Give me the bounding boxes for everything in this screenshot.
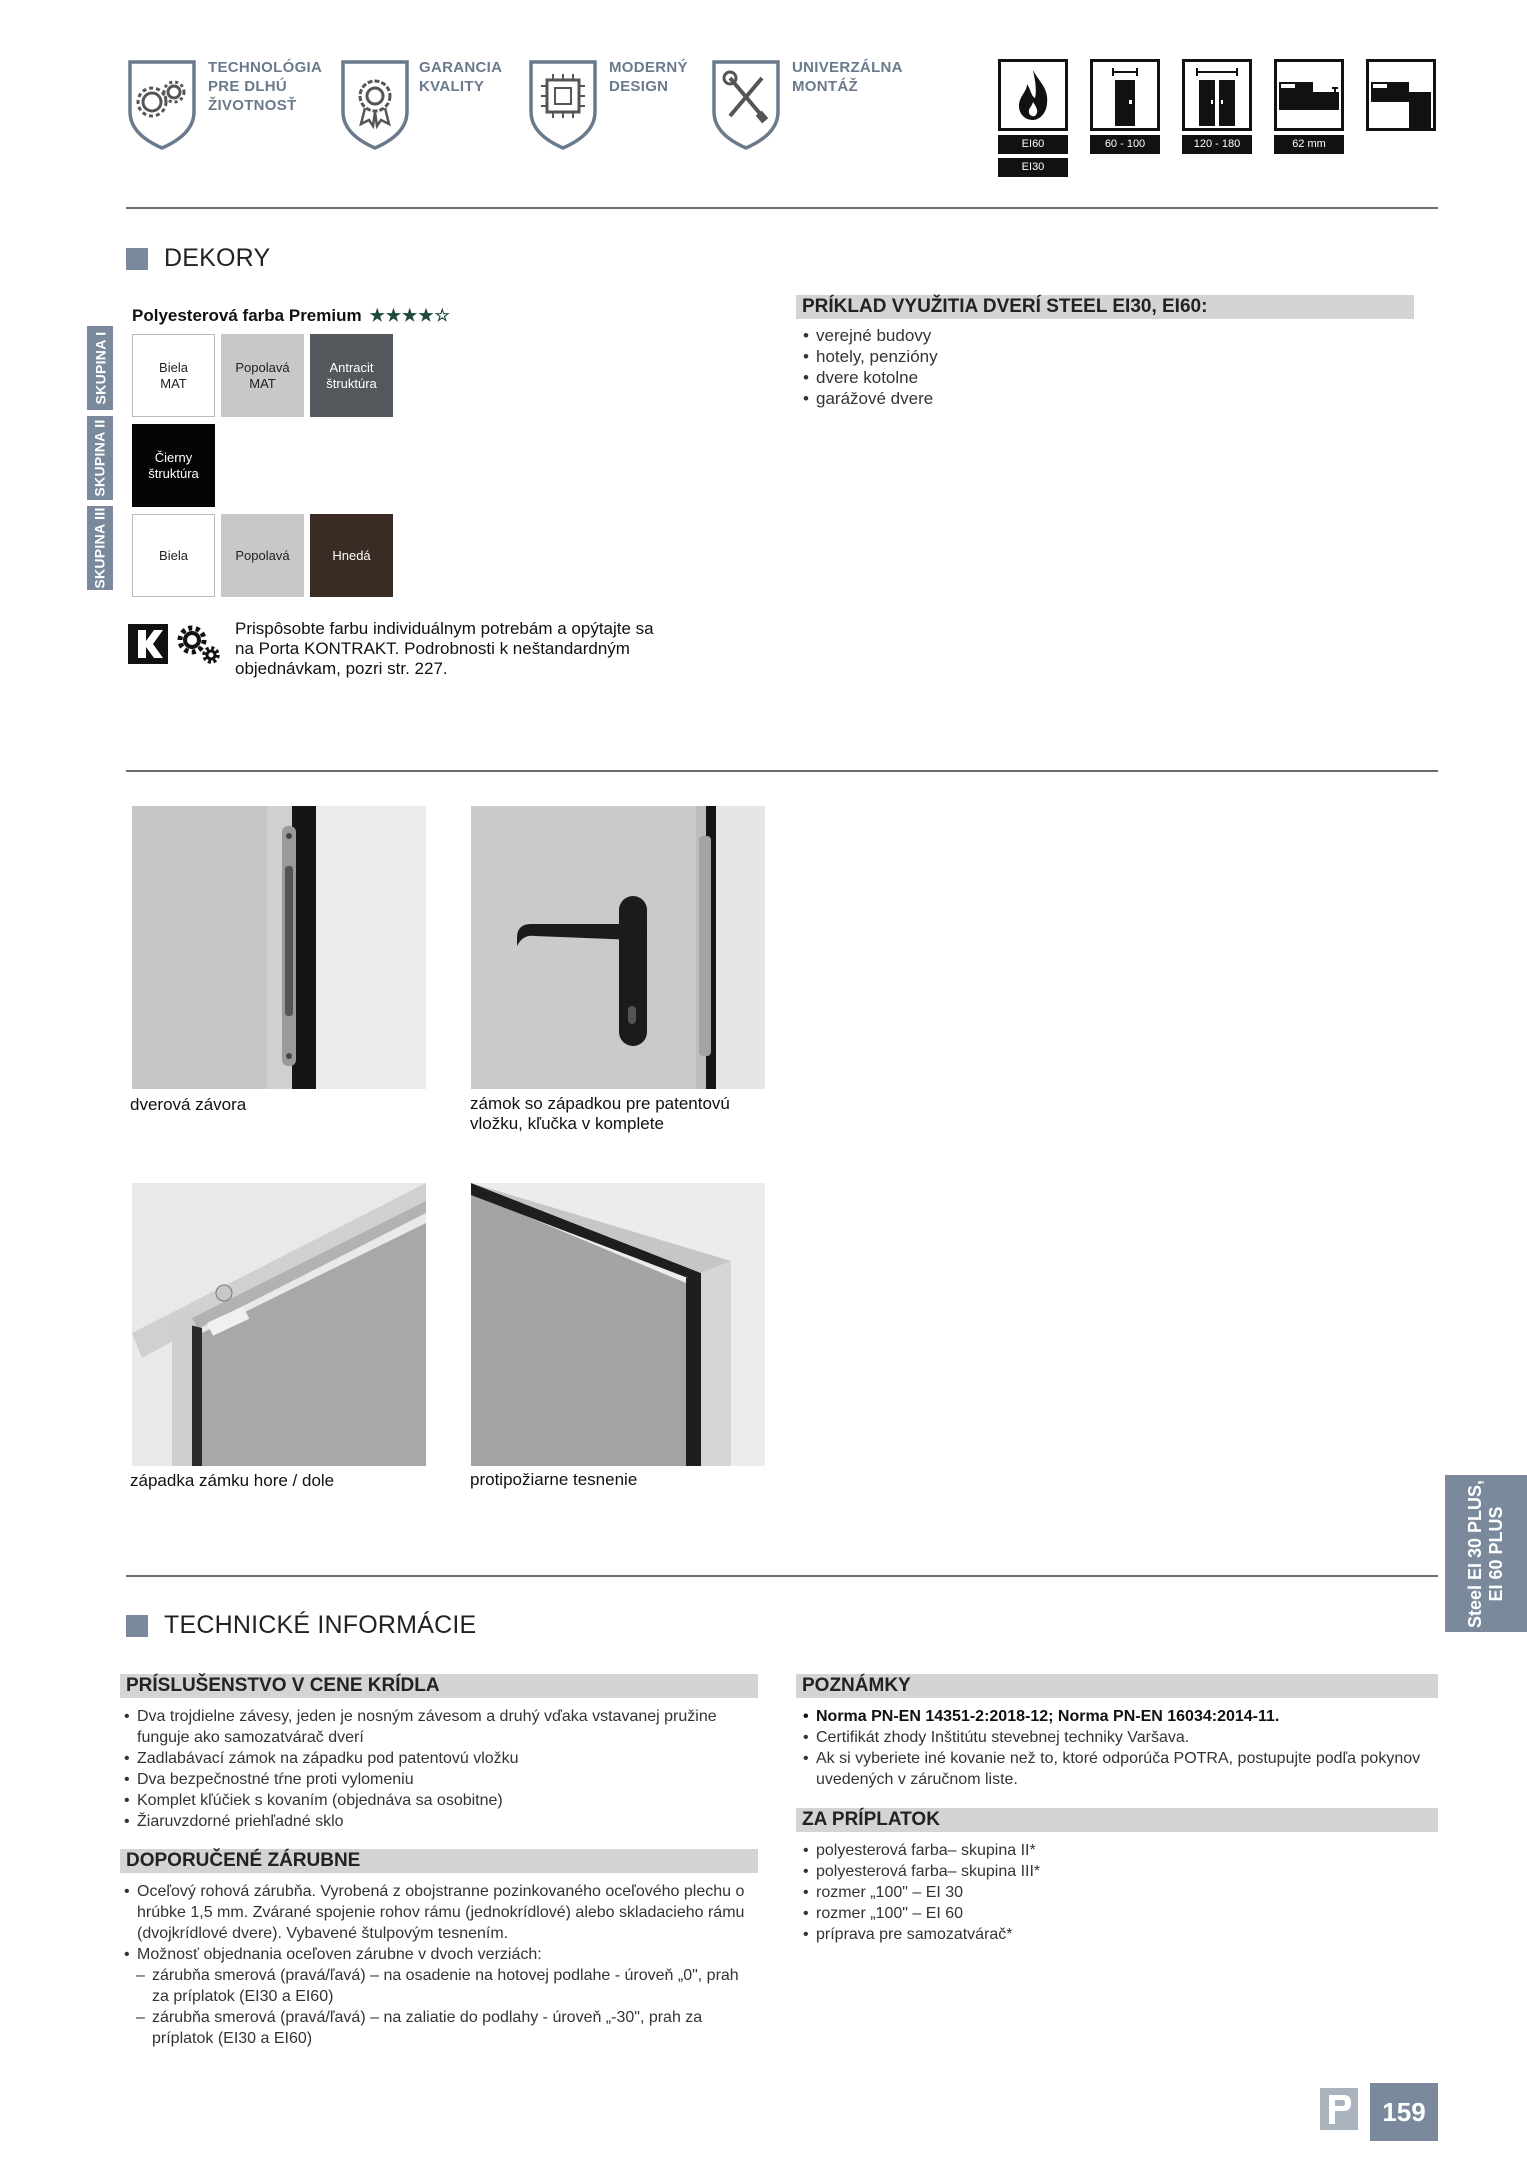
page-number: 159 bbox=[1370, 2083, 1438, 2141]
thickness-icon bbox=[1274, 59, 1344, 131]
surcharge-list bbox=[803, 1840, 1438, 1945]
photo-caption: západka zámku hore / dole bbox=[130, 1471, 335, 1490]
heading-square-icon bbox=[126, 248, 148, 270]
rating-stars-icon: ★★★★☆ bbox=[369, 306, 451, 325]
photo-fire-seal bbox=[471, 1183, 765, 1466]
notes-list bbox=[803, 1706, 1438, 1790]
gears-icon bbox=[174, 622, 222, 666]
feature-text: GARANCIA KVALITY bbox=[419, 59, 503, 95]
color-swatch: Antracit štruktúra bbox=[310, 334, 393, 417]
list-item: • polyesterová farba– skupina II* bbox=[803, 1840, 1438, 1861]
group-tab bbox=[87, 506, 113, 590]
surcharge-title: ZA PRÍPLATOK bbox=[796, 1808, 1438, 1832]
usage-list bbox=[803, 325, 1403, 409]
feature-text: TECHNOLÓGIA PRE DLHÚ ŽIVOTNOSŤ bbox=[208, 59, 323, 114]
single-width-label: 60 - 100 bbox=[1090, 135, 1160, 154]
list-item: • Žiaruvzdorné priehľadné sklo bbox=[124, 1811, 744, 1832]
list-item: • Ak si vyberiete iné kovanie než to, ktoré odporúča POTRA, postupujte podľa pokynov uvedených v záručnom liste. bbox=[803, 1748, 1438, 1790]
list-item: • Komplet kľúčiek s kovaním (objednáva sa osobitne) bbox=[124, 1790, 744, 1811]
feature-technology bbox=[124, 56, 324, 156]
feature-design bbox=[525, 56, 705, 156]
list-item: • verejné budovy bbox=[803, 325, 1403, 346]
fire-rating-label: EI30 bbox=[998, 158, 1068, 177]
fire-spec-icon bbox=[998, 59, 1068, 131]
fire-rating-label: EI60 bbox=[998, 135, 1068, 154]
heading-square-icon bbox=[126, 1615, 148, 1637]
side-tab-line: Steel EI 30 PLUS, bbox=[1465, 1479, 1485, 1628]
list-item: • hotely, penzióny bbox=[803, 346, 1403, 367]
dekory-heading bbox=[126, 244, 270, 273]
list-item: • Norma PN-EN 14351-2:2018-12; Norma PN-EN 16034:2014-11. bbox=[803, 1706, 1438, 1727]
list-item: • dvere kotolne bbox=[803, 367, 1403, 388]
list-item: • Dva bezpečnostné tŕne proti vylomeniu bbox=[124, 1769, 744, 1790]
photo-lock-handle bbox=[471, 806, 765, 1089]
color-swatch: Biela MAT bbox=[132, 334, 215, 417]
threshold-icon bbox=[1366, 59, 1436, 131]
accessories-list bbox=[124, 1706, 744, 1832]
porta-logo-icon bbox=[1318, 2086, 1360, 2132]
list-item: • garážové dvere bbox=[803, 388, 1403, 409]
feature-mounting bbox=[708, 56, 928, 156]
frames-list bbox=[124, 1881, 754, 2049]
color-swatch: Popolavá bbox=[221, 514, 304, 597]
color-swatch: Hnedá bbox=[310, 514, 393, 597]
list-item: • príprava pre samozatvárač* bbox=[803, 1924, 1438, 1945]
photo-door-bolt bbox=[132, 806, 426, 1089]
kontrakt-note: Prispôsobte farbu individuálnym potrebám a opýtajte sa na Porta KONTRAKT. Podrobnosti k neštandardným objednávkam, pozri str. 227. bbox=[235, 619, 654, 678]
list-item: • Dva trojdielne závesy, jeden je nosným závesom a druhý vďaka vstavanej pružine funguje ako samozatvárač dverí bbox=[124, 1706, 744, 1748]
color-swatch: Popolavá MAT bbox=[221, 334, 304, 417]
group-tab-label: SKUPINA III bbox=[92, 507, 109, 589]
group-tab bbox=[87, 416, 113, 500]
gears-shield-icon bbox=[124, 56, 200, 152]
divider bbox=[126, 1575, 1438, 1577]
color-swatch: Biela bbox=[132, 514, 215, 597]
section-title: DEKORY bbox=[164, 244, 271, 272]
list-item: • Oceľový rohová zárubňa. Vyrobená z obojstranne pozinkovaného oceľového plechu o hrúbke 1,5 mm. Zvárané spojenie rohov rámu (jednokrídlové) alebo skladacieho rámu (dvojkrídlové dvere). Vybavené štulpovým tesnením. bbox=[124, 1881, 754, 1944]
accessories-title: PRÍSLUŠENSTVO V CENE KRÍDLA bbox=[120, 1674, 758, 1698]
double-door-icon bbox=[1182, 59, 1252, 131]
paint-title-text: Polyesterová farba Premium bbox=[132, 306, 362, 325]
list-item: • rozmer „100" – EI 30 bbox=[803, 1882, 1438, 1903]
photo-caption: protipožiarne tesnenie bbox=[470, 1470, 638, 1489]
group-tab-label: SKUPINA I bbox=[92, 331, 108, 405]
list-item: • Zadlabávací zámok na západku pod patentovú vložku bbox=[124, 1748, 744, 1769]
color-swatch: Čierny štruktúra bbox=[132, 424, 215, 507]
list-item: • rozmer „100" – EI 60 bbox=[803, 1903, 1438, 1924]
divider bbox=[126, 207, 1438, 209]
list-subitem: – zárubňa smerová (pravá/ľavá) – na zaliatie do podlahy - úroveň „-30", prah za príplatok (EI30 a EI60) bbox=[124, 2007, 754, 2049]
kontrakt-k-icon bbox=[126, 622, 170, 666]
feature-text: UNIVERZÁLNA MONTÁŽ bbox=[792, 59, 903, 95]
group-tab bbox=[87, 326, 113, 410]
list-item: • Certifikát zhody Inštitútu stevebnej techniky Varšava. bbox=[803, 1727, 1438, 1748]
group-tab-label: SKUPINA II bbox=[92, 419, 108, 497]
paint-title bbox=[132, 306, 451, 326]
photo-latch bbox=[132, 1183, 426, 1466]
tech-heading bbox=[126, 1611, 476, 1640]
chip-shield-icon bbox=[525, 56, 601, 152]
single-door-icon bbox=[1090, 59, 1160, 131]
usage-title: PRÍKLAD VYUŽITIA DVERÍ STEEL EI30, EI60: bbox=[796, 295, 1414, 319]
section-title: TECHNICKÉ INFORMÁCIE bbox=[164, 1611, 477, 1639]
double-width-label: 120 - 180 bbox=[1182, 135, 1252, 154]
photo-caption: dverová závora bbox=[130, 1095, 247, 1114]
list-subitem: – zárubňa smerová (pravá/ľavá) – na osadenie na hotovej podlahe - úroveň „0", prah za príplatok (EI30 a EI60) bbox=[124, 1965, 754, 2007]
divider bbox=[126, 770, 1438, 772]
side-tab bbox=[1445, 1475, 1527, 1632]
list-item: • polyesterová farba– skupina III* bbox=[803, 1861, 1438, 1882]
thickness-label: 62 mm bbox=[1274, 135, 1344, 154]
notes-title: POZNÁMKY bbox=[796, 1674, 1438, 1698]
frames-title: DOPORUČENÉ ZÁRUBNE bbox=[120, 1849, 758, 1873]
photo-caption: zámok so západkou pre patentovú vložku, kľučka v komplete bbox=[470, 1094, 730, 1133]
side-tab-line: EI 60 PLUS bbox=[1486, 1505, 1506, 1602]
badge-shield-icon bbox=[337, 56, 413, 152]
list-item: • Možnosť objednania oceľoven zárubne v dvoch verziách: bbox=[124, 1944, 754, 1965]
feature-quality bbox=[337, 56, 517, 156]
feature-text: MODERNÝ DESIGN bbox=[609, 59, 688, 95]
tools-shield-icon bbox=[708, 56, 784, 152]
